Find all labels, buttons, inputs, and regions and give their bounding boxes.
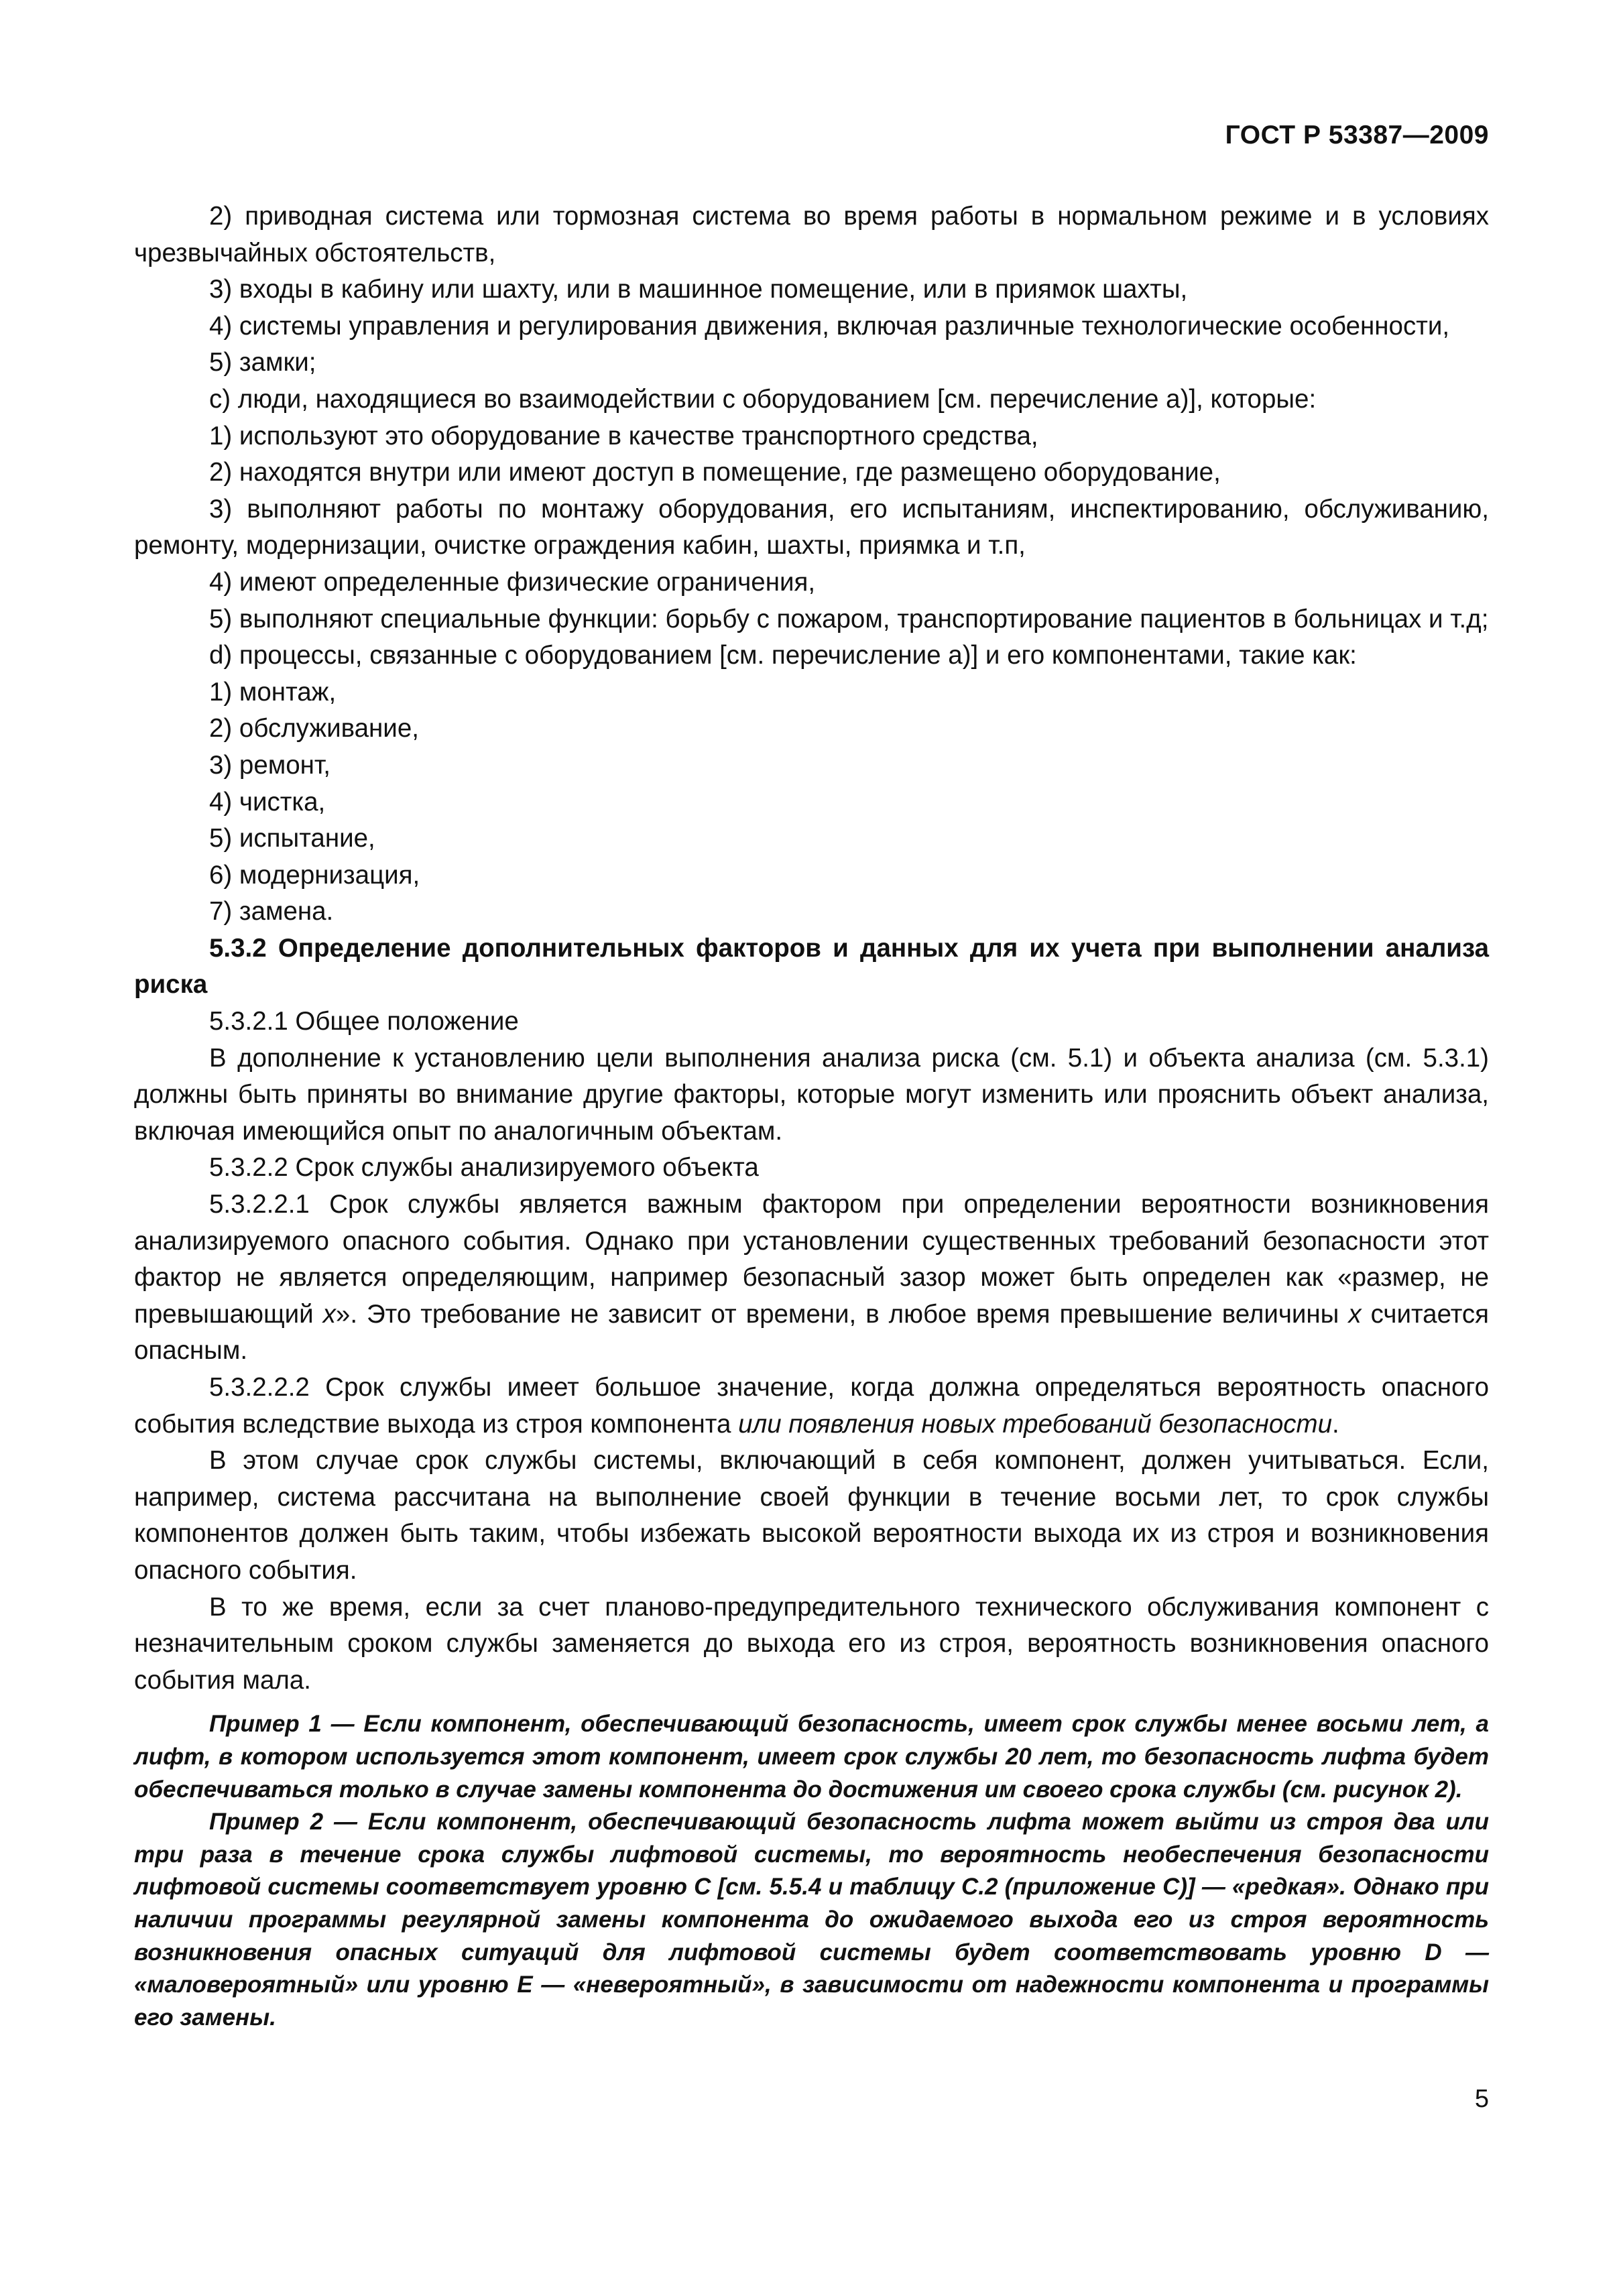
paragraph: d) процессы, связанные с оборудованием [см. перечисление а)] и его компонентами, такие как: <box>209 641 1357 670</box>
paragraph: В то же время, если за счет планово-предупредительного технического обслуживания компонент с незначительным сроком службы заменяется до выхода его из строя, вероятность возникновения опасного события мала. <box>134 1592 1489 1695</box>
paragraph <box>134 1187 1489 1370</box>
italic-fragment: x <box>322 1299 336 1329</box>
paragraph: 4) чистка, <box>209 787 326 817</box>
text-fragment: 5.3.2.2.1 Срок службы является важным фактором при определении вероятности возникновения анализируемого опасного события. Однако при установлении существенных требований безопасности этот фактор не является определяющим, например безопасный зазор может быть определен как «размер, не превышающий <box>134 1190 1489 1329</box>
document-code-header: ГОСТ Р 53387—2009 <box>1225 121 1489 149</box>
paragraph: 4) имеют определенные физические ограничения, <box>209 567 816 597</box>
paragraph: 5.3.2.1 Общее положение <box>209 1007 519 1036</box>
paragraph: В дополнение к установлению цели выполнения анализа риска (см. 5.1) и объекта анализа (см. 5.3.1) должны быть приняты во внимание другие факторы, которые могут изменить или прояснить объект анализа, включая имеющийся опыт по аналогичным объектам. <box>134 1043 1489 1146</box>
paragraph: с) люди, находящиеся во взаимодействии с оборудованием [см. перечисление а)], которые: <box>209 384 1317 414</box>
paragraph: 1) монтаж, <box>209 677 337 707</box>
page-number: 5 <box>1474 2085 1489 2113</box>
paragraph: 6) модернизация, <box>209 860 420 890</box>
text-fragment: . <box>1332 1409 1339 1439</box>
paragraph: 5.3.2.2 Срок службы анализируемого объекта <box>209 1153 759 1183</box>
paragraph: 2) обслуживание, <box>209 714 419 743</box>
paragraph: 5) выполняют специальные функции: борьбу с пожаром, транспортирование пациентов в больницах и т.д; <box>209 604 1489 633</box>
text-fragment: 5.3.2.2.2 Срок службы имеет большое значение, когда должна определяться вероятность опасного события вследствие выхода из строя компонента <box>134 1373 1489 1439</box>
section-heading: 5.3.2 Определение дополнительных факторов и данных для их учета при выполнении анализа риска <box>134 933 1489 1000</box>
paragraph: 2) приводная система или тормозная система во время работы в нормальном режиме и в условиях чрезвычайных обстоятельств, <box>134 202 1489 267</box>
text-fragment: ». Это требование не зависит от времени, в любое время превышение величины <box>335 1299 1349 1329</box>
paragraph: 1) используют это оборудование в качестве транспортного средства, <box>209 421 1038 450</box>
paragraph-list <box>134 198 1489 1699</box>
paragraph: 3) ремонт, <box>209 750 330 780</box>
paragraph: 3) входы в кабину или шахту, или в машинное помещение, или в приямок шахты, <box>209 275 1188 304</box>
paragraph: 2) находятся внутри или имеют доступ в помещение, где размещено оборудование, <box>209 458 1221 487</box>
text-fragment: считается опасным. <box>134 1299 1490 1366</box>
paragraph <box>134 1370 1489 1443</box>
examples-block <box>134 1708 1489 2034</box>
paragraph: 7) замена. <box>209 897 334 926</box>
example-note: Пример 2 — Если компонент, обеспечивающий безопасность лифта может выйти из строя два или три раза в течение срока службы лифтовой системы, то вероятность необеспечения безопасности лифтовой системы соответствует уровню С [см. 5.5.4 и таблицу С.2 (приложение С)] — «редкая». Однако при наличии программы регулярной замены компонента до ожидаемого выхода его из строя вероятность возникновения опасных ситуаций для лифтовой системы будет соответствовать уровню D — «маловероятный» или уровню Е — «невероятный», в зависимости от надежности компонента и программы его замены. <box>134 1809 1489 2031</box>
paragraph: 4) системы управления и регулирования движения, включая различные технологические особенности, <box>209 311 1450 341</box>
paragraph: 5) замки; <box>209 348 316 377</box>
paragraph: 3) выполняют работы по монтажу оборудования, его испытаниям, инспектированию, обслуживанию, ремонту, модернизации, очистке ограждения кабин, шахты, приямка и т.п, <box>134 494 1489 560</box>
body-text <box>134 198 1489 2034</box>
example-note: Пример 1 — Если компонент, обеспечивающий безопасность, имеет срок службы менее восьми лет, а лифт, в котором используется этот компонент, имеет срок службы 20 лет, то безопасность лифта будет обеспечиваться только в случае замены компонента до достижения им своего срока службы (см. рисунок 2). <box>134 1711 1489 1803</box>
paragraph: 5) испытание, <box>209 824 375 853</box>
italic-fragment: x <box>1348 1299 1362 1329</box>
italic-fragment: или появления новых требований безопасности <box>738 1409 1332 1439</box>
paragraph: В этом случае срок службы системы, включающий в себя компонент, должен учитываться. Если, например, система рассчитана на выполнение своей функции в течение восьми лет, то срок службы компонентов должен быть таким, чтобы избежать высокой вероятности выхода их из строя и возникновения опасного события. <box>134 1446 1489 1585</box>
